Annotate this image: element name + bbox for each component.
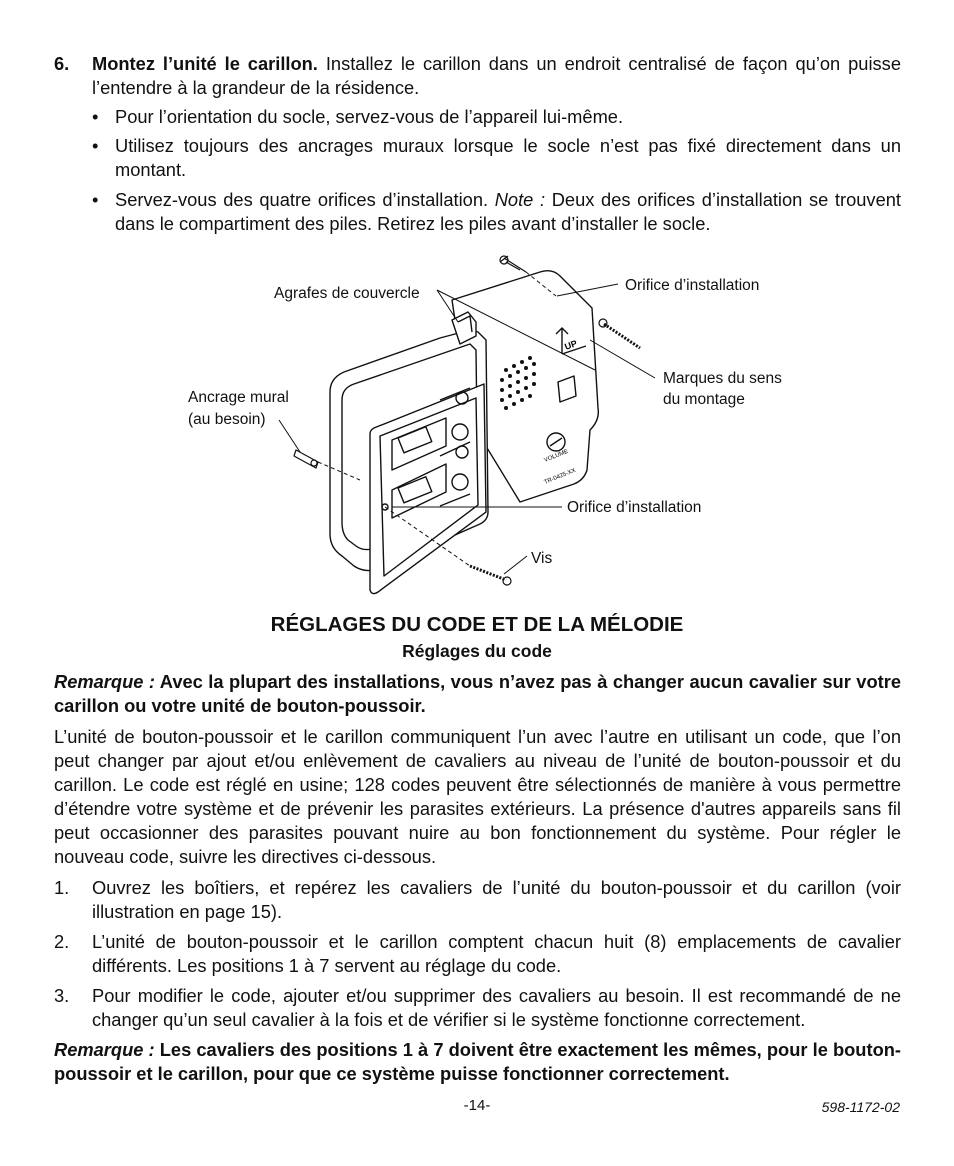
bullet-dot: • bbox=[92, 106, 99, 127]
step-3-text: Pour modifier le code, ajouter et/ou supprimer des cavaliers au besoin. Il est recommandé de ne changer qu’un seul cavalier à la fois et de vérifier si le système fonctionne correctement. bbox=[92, 985, 901, 1030]
step-6-text: Installez le carillon dans un endroit centralisé de façon qu’on puisse l’entendre à la grandeur de la résidence. bbox=[92, 53, 901, 98]
step-6-number: 6. bbox=[54, 53, 70, 74]
step-2-text: L’unité de bouton-poussoir et le carillon comptent chacun huit (8) emplacements de cavalier différents. Les positions 1 à 7 servent au réglage du code. bbox=[92, 931, 901, 976]
label-wall-anchor-1: Ancrage mural bbox=[188, 389, 289, 406]
label-mounting-hole-bottom: Orifice d’installation bbox=[567, 499, 702, 516]
screw bbox=[599, 319, 640, 348]
bullet-3-text: Servez-vous des quatre orifices d’installation. bbox=[115, 189, 489, 210]
bullet-2-text: Utilisez toujours des ancrages muraux lorsque le socle n’est pas fixé directement dans un montant. bbox=[115, 135, 901, 180]
volume-mark: VOLUME bbox=[543, 448, 570, 464]
step-number: 2. bbox=[54, 931, 70, 952]
label-direction-marks-1: Marques du sens bbox=[663, 370, 782, 387]
remark-1-text: Avec la plupart des installations, vous n’avez pas à changer aucun cavalier sur votre carillon ou votre unité de bouton-poussoir. bbox=[54, 671, 901, 716]
screw bbox=[470, 566, 511, 585]
section-title: RÉGLAGES DU CODE ET DE LA MÉLODIE bbox=[270, 613, 684, 636]
code-body-paragraph: L’unité de bouton-poussoir et le carillon communiquent l’un avec l’autre en utilisant un code, que l’on peut changer par ajout et/ou enlèvement de cavaliers au niveau de l’unité de bouton-poussoir et du carillon. Le code est réglé en usine; 128 codes peuvent être sélectionnés de manière à vous permettre d’étendre votre système et de prévenir les parasites extérieurs. La présence d'autres appareils sans fil peut occasionner des parasites pouvant nuire au bon fonctionnement du système. Pour régler le nouveau code, suivre les directives ci-dessous. bbox=[54, 726, 901, 867]
remark-2-text: Les cavaliers des positions 1 à 7 doivent être exactement les mêmes, pour le bouton-poussoir et le carillon, pour que ce système puisse fonctionner correctement. bbox=[54, 1039, 901, 1084]
bullet-3-note-label: Note : bbox=[494, 189, 546, 210]
bullet-dot: • bbox=[92, 189, 99, 210]
section-subtitle: Réglages du code bbox=[402, 641, 552, 661]
remark-1-label: Remarque : bbox=[54, 671, 155, 692]
screw bbox=[500, 256, 526, 272]
label-lid-clips: Agrafes de couvercle bbox=[274, 285, 420, 302]
wall-anchor bbox=[294, 450, 318, 468]
step-6-title: Montez l’unité le carillon. bbox=[92, 53, 318, 74]
up-mark: UP bbox=[563, 338, 579, 352]
page-number: -14- bbox=[463, 1097, 491, 1114]
label-screw: Vis bbox=[531, 550, 553, 567]
step-number: 3. bbox=[54, 985, 70, 1006]
model-mark: TR-0425-XX bbox=[543, 467, 577, 486]
step-number: 1. bbox=[54, 877, 70, 898]
step-1-text: Ouvrez les boîtiers, et repérez les cavaliers de l’unité du bouton-poussoir et du carillon (voir illustration en page 15). bbox=[92, 877, 901, 922]
remark-2 bbox=[54, 1038, 901, 1086]
remark-2-label: Remarque : bbox=[54, 1039, 155, 1060]
bullet-dot: • bbox=[92, 135, 99, 156]
bullet-1-text: Pour l’orientation du socle, servez-vous de l’appareil lui-même. bbox=[115, 106, 624, 127]
bullet-3-note-text: Deux des orifices d’installation se trouvent dans le compartiment des piles. Retirez les piles avant d’installer le socle. bbox=[115, 189, 901, 234]
document-number: 598-1172-02 bbox=[821, 1099, 900, 1115]
label-direction-marks-2: du montage bbox=[663, 391, 745, 408]
remark-1 bbox=[54, 670, 901, 718]
label-mounting-hole-top: Orifice d’installation bbox=[625, 277, 760, 294]
label-wall-anchor-2: (au besoin) bbox=[188, 411, 266, 428]
